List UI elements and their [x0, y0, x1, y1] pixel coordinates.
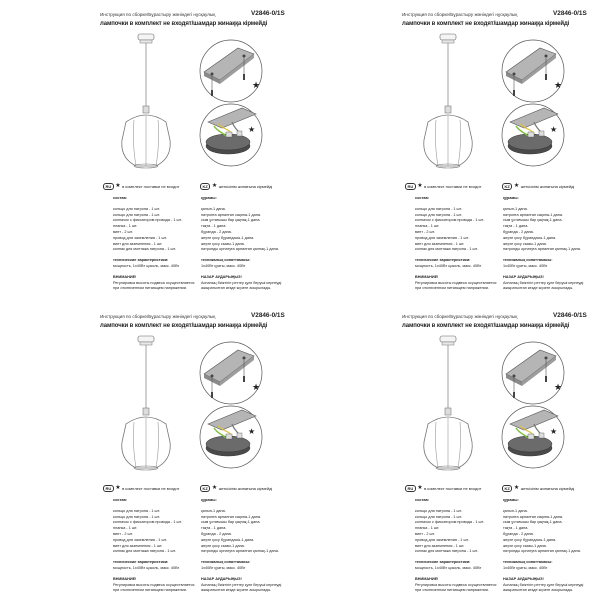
kz-badge: KZ: [502, 183, 512, 190]
list-item: колпачок с фиксатором провода - 1 шт.: [113, 520, 182, 525]
list-item: кольцо для патрона - 1 шт.: [113, 508, 160, 513]
ru-contents-label: состав:: [415, 498, 430, 502]
list-item: тақта - 1 дана.: [201, 224, 227, 229]
kz-warning-line: ажыратылған кезде жүзеге асырылады.: [503, 286, 574, 291]
ru-contents: [113, 498, 194, 594]
kz-contents-label: құрамы:: [201, 196, 217, 200]
ru-warning-line: при отключенном питающем напряжении.: [113, 286, 187, 291]
list-item: патронға арналған сақина-1 дана.: [503, 514, 564, 519]
svg-text:★: ★: [554, 81, 563, 91]
list-item: тақта - 1 дана.: [503, 224, 529, 229]
list-item: кольцо для патрона - 1 шт.: [113, 514, 160, 519]
ru-badge: RU: [405, 183, 416, 190]
list-item: патронға арналған сақина-1 дана.: [503, 212, 564, 217]
list-item: провод для заземления - 1 шт.: [113, 537, 167, 542]
sheet-title: Инструкция по сборке/Бұрастыру жөніндегі нұсқаулық: [402, 12, 518, 17]
mounting-plate-diagram: [198, 340, 264, 406]
ru-tech-label: технические характеристики:: [113, 560, 169, 565]
kz-not-included-note: жеткізілім жинағына кірмейді: [520, 184, 575, 189]
list-item: винт - 2 шт.: [415, 229, 435, 234]
list-item: колпачок с фиксатором провода - 1 шт.: [415, 218, 484, 223]
ru-badge: RU: [103, 183, 114, 190]
ru-not-included-note: в комплект поставки не входит: [424, 184, 482, 189]
star-icon: ★: [417, 183, 423, 189]
ru-contents: [415, 498, 496, 594]
legend-kz: [502, 485, 574, 492]
sheet-subtitle: лампочки в комплект не входят/шамдар жинаққа кірмейді: [100, 323, 268, 329]
star-icon: ★: [513, 485, 520, 491]
ru-contents-label: состав:: [113, 196, 128, 200]
list-item: патронға арналған сақина-1 дана.: [201, 212, 262, 217]
ru-warning-title: ВНИМАНИЕ!: [415, 274, 439, 279]
list-item: винт для заземления - 1 шт.: [415, 543, 465, 548]
kz-not-included-note: жеткізілім жинағына кірмейді: [218, 184, 273, 189]
list-item: кольцо для патрона - 1 шт.: [415, 212, 462, 217]
list-item: винт для заземления - 1 шт.: [415, 241, 465, 246]
sheet-subtitle: лампочки в комплект не входят/шамдар жинаққа кірмейді: [100, 21, 268, 27]
svg-text:★: ★: [554, 383, 563, 393]
list-item: кольцо для патрона - 1 шт.: [415, 508, 462, 513]
list-item: колпачок с фиксатором провода - 1 шт.: [113, 218, 182, 223]
list-item: провод для заземления - 1 шт.: [113, 235, 167, 240]
list-item: планка - 1 шт.: [113, 526, 138, 531]
kz-warning-line: Аспаның биіктігін реттеу қуат берушi кернеуді: [201, 582, 282, 587]
svg-text:★: ★: [550, 427, 558, 436]
kz-warning-line: Аспаның биіктігін реттеу қуат берушi кернеуді: [201, 280, 282, 285]
legend-kz: [200, 485, 272, 492]
list-item: патронды орнатуға арналған қалпақ-1 дана.: [201, 549, 279, 554]
list-item: планка - 1 шт.: [415, 224, 440, 229]
ru-contents-label: состав:: [415, 196, 430, 200]
kz-tech-value: 1x40Вт қуаты, макс. 40Вт: [201, 565, 246, 570]
instruction-sheet-top-right: [302, 0, 598, 296]
list-item: бұранда - 2 дана.: [503, 531, 534, 536]
list-item: бұранда - 2 дана.: [201, 229, 232, 234]
svg-text:★: ★: [550, 125, 558, 134]
list-item: винт - 2 шт.: [113, 229, 133, 234]
sheet-title: Инструкция по сборке/Бұрастыру жөніндегі нұсқаулық: [100, 12, 216, 17]
list-item: жерге қосу сымы-1 дана.: [503, 241, 547, 246]
list-item: колпачок с фиксатором провода - 1 шт.: [415, 520, 484, 525]
star-icon: ★: [211, 485, 218, 491]
star-icon: ★: [211, 183, 218, 189]
list-item: патронға арналған сақина-1 дана.: [201, 514, 262, 519]
ru-not-included-note: в комплект поставки не входит: [424, 486, 482, 491]
model-number: V2846-0/1S: [553, 10, 587, 17]
list-item: жерге қосу бұрандасы-1 дана.: [201, 537, 255, 542]
kz-tech-label: техникалық сипаттамасы:: [201, 560, 251, 565]
legend-kz: [200, 183, 272, 190]
list-item: тақта - 1 дана.: [503, 526, 529, 531]
lamp-illustration: [106, 332, 186, 482]
list-item: жерге қосу сымы-1 дана.: [201, 543, 245, 548]
list-item: жерге қосу сымы-1 дана.: [201, 241, 245, 246]
list-item: патронды орнатуға арналған қалпақ-1 дана.: [201, 247, 279, 252]
kz-not-included-note: жеткізілім жинағына кірмейді: [218, 486, 273, 491]
instruction-sheet-top-left: [0, 0, 296, 296]
ru-tech-value: мощность, 1x40Вт цоколь, макс. 40Вт: [113, 565, 180, 570]
ru-badge: RU: [103, 485, 114, 492]
sheet-subtitle: лампочки в комплект не входят/шамдар жинаққа кірмейді: [402, 21, 570, 27]
kz-warning-line: Аспаның биіктігін реттеу қуат берушi кернеуді: [503, 582, 584, 587]
ru-contents-label: состав:: [113, 498, 128, 502]
list-item: кольцо для патрона - 1 шт.: [113, 206, 160, 211]
list-item: патронды орнатуға арналған қалпақ-1 дана.: [503, 549, 581, 554]
lamp-illustration: [408, 30, 488, 180]
sheet-title: Инструкция по сборке/Бұрастыру жөніндегі нұсқаулық: [100, 314, 216, 319]
kz-contents-label: құрамы:: [503, 196, 519, 200]
list-item: сым ұстағышы бар қақпақ-1 дана.: [503, 218, 563, 223]
star-icon: ★: [115, 183, 121, 189]
wiring-diagram: [198, 404, 264, 470]
list-item: колпак для монтажа патрона - 1 шт.: [415, 549, 478, 554]
ru-warning-line: при отключенном питающем напряжении.: [415, 588, 489, 593]
sheet-subtitle: лампочки в комплект не входят/шамдар жинаққа кірмейді: [402, 323, 570, 329]
ru-warning-title: ВНИМАНИЕ!: [113, 274, 137, 279]
list-item: колпак для монтажа патрона - 1 шт.: [415, 247, 478, 252]
kz-warning-title: НАЗАР АУДАРЫҢЫЗ!: [503, 274, 544, 279]
ru-tech-value: мощность, 1x40Вт цоколь, макс. 40Вт: [415, 263, 482, 268]
list-item: патронды орнатуға арналған қалпақ-1 дана.: [503, 247, 581, 252]
ru-contents: [113, 196, 194, 292]
list-item: колпак для монтажа патрона - 1 шт.: [113, 247, 176, 252]
ru-tech-label: технические характеристики:: [415, 258, 471, 263]
legend-ru: [405, 485, 481, 492]
ru-not-included-note: в комплект поставки не входит: [122, 486, 180, 491]
ru-warning-line: Регулировка высоты подвеса осуществляется: [113, 280, 195, 285]
legend-ru: [103, 183, 179, 190]
star-icon: ★: [417, 485, 423, 491]
legend-kz: [502, 183, 574, 190]
kz-badge: KZ: [200, 183, 210, 190]
model-number: V2846-0/1S: [251, 10, 285, 17]
sheet-title: Инструкция по сборке/Бұрастыру жөніндегі нұсқаулық: [402, 314, 518, 319]
instruction-sheet-bottom-right: [302, 302, 598, 598]
mounting-plate-diagram: [198, 38, 264, 104]
list-item: кольцо для патрона - 1 шт.: [415, 206, 462, 211]
kz-contents: [503, 196, 583, 292]
list-item: жерге қосу бұрандасы-1 дана.: [503, 235, 557, 240]
legend-ru: [103, 485, 179, 492]
ru-warning-line: при отключенном питающем напряжении.: [415, 286, 489, 291]
ru-warning-line: Регулировка высоты подвеса осуществляется: [415, 280, 497, 285]
kz-tech-value: 1x40Вт қуаты, макс. 40Вт: [503, 565, 548, 570]
ru-not-included-note: в комплект поставки не входит: [122, 184, 180, 189]
ru-warning-line: Регулировка высоты подвеса осуществляется: [415, 582, 497, 587]
ru-tech-label: технические характеристики:: [113, 258, 169, 263]
star-icon: ★: [115, 485, 121, 491]
star-icon: ★: [513, 183, 520, 189]
list-item: винт для заземления - 1 шт.: [113, 241, 163, 246]
list-item: қалып-1 дана.: [503, 206, 528, 211]
svg-text:★: ★: [248, 125, 256, 134]
svg-text:★: ★: [248, 427, 256, 436]
ru-tech-value: мощность, 1x40Вт цоколь, макс. 40Вт: [415, 565, 482, 570]
wiring-diagram: [500, 102, 566, 168]
lamp-illustration: [408, 332, 488, 482]
kz-warning-title: НАЗАР АУДАРЫҢЫЗ!: [503, 576, 544, 581]
kz-badge: KZ: [502, 485, 512, 492]
svg-text:★: ★: [252, 383, 261, 393]
list-item: винт для заземления - 1 шт.: [113, 543, 163, 548]
model-number: V2846-0/1S: [553, 312, 587, 319]
kz-warning-line: Аспаның биіктігін реттеу қуат берушi кернеуді: [503, 280, 584, 285]
list-item: сым ұстағышы бар қақпақ-1 дана.: [201, 218, 261, 223]
ru-warning-line: при отключенном питающем напряжении.: [113, 588, 187, 593]
list-item: сым ұстағышы бар қақпақ-1 дана.: [503, 520, 563, 525]
list-item: жерге қосу бұрандасы-1 дана.: [201, 235, 255, 240]
kz-tech-value: 1x40Вт қуаты, макс. 40Вт: [503, 263, 548, 268]
kz-warning-title: НАЗАР АУДАРЫҢЫЗ!: [201, 274, 242, 279]
kz-tech-label: техникалық сипаттамасы:: [503, 258, 553, 263]
list-item: сым ұстағышы бар қақпақ-1 дана.: [201, 520, 261, 525]
mounting-plate-diagram: [500, 38, 566, 104]
list-item: қалып-1 дана.: [201, 206, 226, 211]
lamp-illustration: [106, 30, 186, 180]
list-item: провод для заземления - 1 шт.: [415, 235, 469, 240]
ru-warning-title: ВНИМАНИЕ!: [415, 576, 439, 581]
mounting-plate-diagram: [500, 340, 566, 406]
list-item: бұранда - 2 дана.: [201, 531, 232, 536]
ru-warning-line: Регулировка высоты подвеса осуществляется: [113, 582, 195, 587]
ru-badge: RU: [405, 485, 416, 492]
ru-tech-value: мощность, 1x40Вт цоколь, макс. 40Вт: [113, 263, 180, 268]
kz-badge: KZ: [200, 485, 210, 492]
kz-contents: [201, 498, 281, 594]
instruction-sheet-bottom-left: [0, 302, 296, 598]
list-item: бұранда - 2 дана.: [503, 229, 534, 234]
list-item: провод для заземления - 1 шт.: [415, 537, 469, 542]
list-item: қалып-1 дана.: [503, 508, 528, 513]
kz-contents-label: құрамы:: [503, 498, 519, 502]
kz-contents: [201, 196, 281, 292]
list-item: жерге қосу бұрандасы-1 дана.: [503, 537, 557, 542]
list-item: тақта - 1 дана.: [201, 526, 227, 531]
kz-warning-line: ажыратылған кезде жүзеге асырылады.: [201, 286, 272, 291]
list-item: жерге қосу сымы-1 дана.: [503, 543, 547, 548]
list-item: колпак для монтажа патрона - 1 шт.: [113, 549, 176, 554]
kz-not-included-note: жеткізілім жинағына кірмейді: [520, 486, 575, 491]
ru-contents: [415, 196, 496, 292]
kz-warning-title: НАЗАР АУДАРЫҢЫЗ!: [201, 576, 242, 581]
wiring-diagram: [500, 404, 566, 470]
kz-tech-label: техникалық сипаттамасы:: [503, 560, 553, 565]
list-item: кольцо для патрона - 1 шт.: [415, 514, 462, 519]
list-item: винт - 2 шт.: [113, 531, 133, 536]
ru-tech-label: технические характеристики:: [415, 560, 471, 565]
svg-text:★: ★: [252, 81, 261, 91]
kz-contents-label: құрамы:: [201, 498, 217, 502]
list-item: планка - 1 шт.: [415, 526, 440, 531]
wiring-diagram: [198, 102, 264, 168]
list-item: қалып-1 дана.: [201, 508, 226, 513]
model-number: V2846-0/1S: [251, 312, 285, 319]
kz-tech-label: техникалық сипаттамасы:: [201, 258, 251, 263]
list-item: винт - 2 шт.: [415, 531, 435, 536]
kz-warning-line: ажыратылған кезде жүзеге асырылады.: [201, 588, 272, 593]
list-item: кольцо для патрона - 1 шт.: [113, 212, 160, 217]
kz-contents: [503, 498, 583, 594]
kz-warning-line: ажыратылған кезде жүзеге асырылады.: [503, 588, 574, 593]
kz-tech-value: 1x40Вт қуаты, макс. 40Вт: [201, 263, 246, 268]
legend-ru: [405, 183, 481, 190]
ru-warning-title: ВНИМАНИЕ!: [113, 576, 137, 581]
list-item: планка - 1 шт.: [113, 224, 138, 229]
